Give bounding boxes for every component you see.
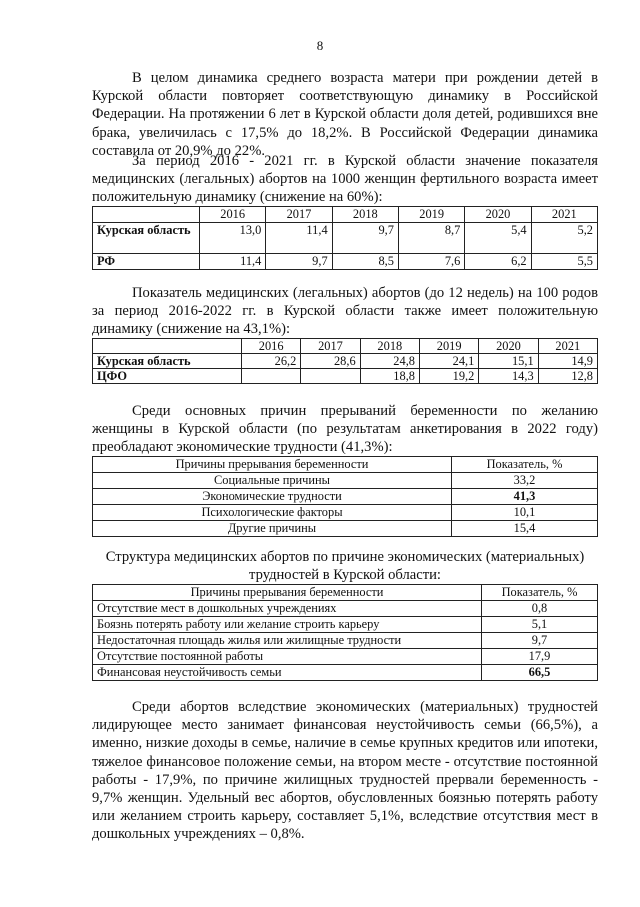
year-cell: 2017: [301, 339, 360, 354]
value-cell: 24,8: [360, 354, 419, 369]
reason-cell: Психологические факторы: [93, 505, 452, 521]
table-corner-cell: [93, 339, 242, 354]
reason-cell: Финансовая неустойчивость семьи: [93, 665, 482, 681]
paragraph-economic-summary: Среди абортов вследствие экономических (материальных) трудностей лидирующее место занимает финансовая неустойчивость семьи (66,5%), а именно, низкие доходы в семье, наличие в семье крупных кредитов или ипотеки, тяжелое финансовое положение семьи, на втором месте - отсутствие постоянной работы - 17,9%, по причине жилищных трудностей прервали беременность - 9,7% женщин. Удельный вес абортов, обусловленных боязнью потерять работу или желанием строить карьеру, составляет 5,1%, вследствие отсутствия мест в дошкольных учреждениях – 0,8%.: [92, 699, 598, 843]
table-row: [93, 601, 598, 617]
year-cell: 2018: [360, 339, 419, 354]
year-cell: 2016: [200, 207, 266, 223]
reason-cell: Отсутствие мест в дошкольных учреждениях: [93, 601, 482, 617]
value-cell: 28,6: [301, 354, 360, 369]
value-cell: 15,4: [452, 521, 598, 537]
table-row: [93, 617, 598, 633]
table-header-row: [93, 585, 598, 601]
table-economic-reasons: [92, 584, 598, 681]
value-cell: 0,8: [482, 601, 598, 617]
column-header: Показатель, %: [452, 457, 598, 473]
value-cell: 66,5: [482, 665, 598, 681]
table-row: [93, 473, 598, 489]
table-caption-economic: Структура медицинских абортов по причине экономических (материальных) трудностей в Курской области:: [105, 549, 585, 584]
row-label: Курская область: [93, 354, 242, 369]
value-cell: 24,1: [419, 354, 478, 369]
column-header: Показатель, %: [482, 585, 598, 601]
year-cell: 2018: [332, 207, 398, 223]
value-cell: 5,1: [482, 617, 598, 633]
value-cell: 19,2: [419, 369, 478, 384]
year-cell: 2021: [531, 207, 597, 223]
value-cell: 12,8: [538, 369, 597, 384]
value-cell: 9,7: [266, 254, 332, 270]
table-row: [93, 369, 598, 384]
row-label: ЦФО: [93, 369, 242, 384]
row-label: Курская область: [93, 223, 200, 254]
table-abortions-per-100-births: [92, 338, 598, 384]
table-row: [93, 223, 598, 254]
value-cell: 10,1: [452, 505, 598, 521]
value-cell: 11,4: [266, 223, 332, 254]
table-row: [93, 649, 598, 665]
table-row: [93, 254, 598, 270]
table-row: [93, 354, 598, 369]
value-cell: 14,3: [479, 369, 538, 384]
value-cell: 7,6: [398, 254, 464, 270]
table-corner-cell: [93, 207, 200, 223]
value-cell: 17,9: [482, 649, 598, 665]
value-cell: 41,3: [452, 489, 598, 505]
paragraph-abortions-per-1000: За период 2016 - 2021 гг. в Курской области значение показателя медицинских (легальных) абортов на 1000 женщин фертильного возраста имеет положительную динамику (снижение на 60%):: [92, 153, 598, 206]
year-cell: 2021: [538, 339, 597, 354]
value-cell: 15,1: [479, 354, 538, 369]
value-cell: 6,2: [465, 254, 531, 270]
column-header: Причины прерывания беременности: [93, 457, 452, 473]
table-row: [93, 505, 598, 521]
value-cell: 33,2: [452, 473, 598, 489]
table-header-row: [93, 457, 598, 473]
value-cell: 18,8: [360, 369, 419, 384]
table-header-row: [93, 207, 598, 223]
value-cell: 14,9: [538, 354, 597, 369]
table-abortion-reasons: [92, 456, 598, 537]
reason-cell: Отсутствие постоянной работы: [93, 649, 482, 665]
value-cell: 26,2: [242, 354, 301, 369]
page-number: 8: [316, 38, 324, 53]
year-cell: 2016: [242, 339, 301, 354]
value-cell: 11,4: [200, 254, 266, 270]
table-row: [93, 521, 598, 537]
value-cell: 8,7: [398, 223, 464, 254]
reason-cell: Боязнь потерять работу или желание строить карьеру: [93, 617, 482, 633]
value-cell: 5,5: [531, 254, 597, 270]
year-cell: 2020: [479, 339, 538, 354]
paragraph-abortions-per-100-births: Показатель медицинских (легальных) абортов (до 12 недель) на 100 родов за период 2016-2022 гг. в Курской области также имеет положительную динамику (снижение на 43,1%):: [92, 285, 598, 338]
reason-cell: Другие причины: [93, 521, 452, 537]
table-header-row: [93, 339, 598, 354]
value-cell: 9,7: [332, 223, 398, 254]
year-cell: 2017: [266, 207, 332, 223]
table-row: [93, 665, 598, 681]
value-cell: 5,4: [465, 223, 531, 254]
year-cell: 2019: [398, 207, 464, 223]
reason-cell: Социальные причины: [93, 473, 452, 489]
reason-cell: Недостаточная площадь жилья или жилищные трудности: [93, 633, 482, 649]
table-row: [93, 633, 598, 649]
value-cell: 5,2: [531, 223, 597, 254]
column-header: Причины прерывания беременности: [93, 585, 482, 601]
table-abortions-per-1000: [92, 206, 598, 270]
table-row: [93, 489, 598, 505]
value-cell: 8,5: [332, 254, 398, 270]
paragraph-abortion-reasons: Среди основных причин прерываний беременности по желанию женщины в Курской области (по результатам анкетирования в 2022 году) преобладают экономические трудности (41,3%):: [92, 403, 598, 456]
value-cell: 9,7: [482, 633, 598, 649]
row-label: РФ: [93, 254, 200, 270]
value-cell: 13,0: [200, 223, 266, 254]
value-cell: [242, 369, 301, 384]
year-cell: 2019: [419, 339, 478, 354]
paragraph-mother-age: В целом динамика среднего возраста матери при рождении детей в Курской области повторяет соответствующую динамику в Российской Федерации. На протяжении 6 лет в Курской области доля детей, родившихся вне брака, увеличилась с 17,5% до 18,2%. В Российской Федерации динамика составила от 20,9% до 22%.: [92, 70, 598, 159]
value-cell: [301, 369, 360, 384]
reason-cell: Экономические трудности: [93, 489, 452, 505]
year-cell: 2020: [465, 207, 531, 223]
